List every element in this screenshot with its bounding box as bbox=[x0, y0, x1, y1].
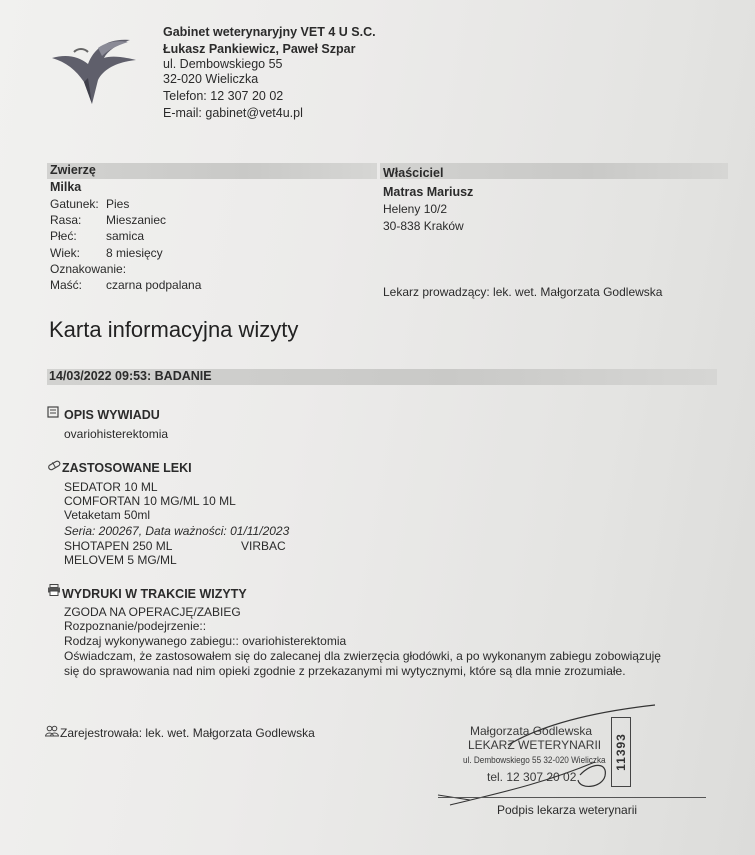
stamp-name: Małgorzata Godlewska bbox=[470, 724, 593, 738]
stamp-title: LEKARZ WETERYNARII bbox=[468, 738, 602, 752]
printout-line: ZGODA NA OPERACJĘ/ZABIEG bbox=[64, 605, 241, 619]
document-icon bbox=[47, 406, 61, 418]
drug-line: MELOVEM 5 MG/ML bbox=[64, 553, 177, 567]
attending-doctor: Lekarz prowadzący: lek. wet. Małgorzata Godlewska bbox=[383, 285, 663, 299]
owner-address-line2: 30-838 Kraków bbox=[383, 219, 464, 233]
visit-header: 14/03/2022 09:53: BADANIE bbox=[49, 369, 212, 383]
stamp-license-number-text: 11393 bbox=[614, 733, 628, 771]
field-value-species: Pies bbox=[106, 197, 130, 211]
drugs-heading: ZASTOSOWANE LEKI bbox=[62, 461, 192, 475]
animal-header-bar bbox=[47, 163, 377, 179]
drug-line: COMFORTAN 10 MG/ML 10 ML bbox=[64, 494, 236, 508]
signature-label: Podpis lekarza weterynarii bbox=[497, 803, 638, 817]
owner-heading: Właściciel bbox=[383, 166, 444, 180]
field-value-sex: samica bbox=[106, 229, 145, 243]
drug-line: SHOTAPEN 250 ML bbox=[64, 539, 173, 553]
field-label-breed: Rasa: bbox=[50, 213, 82, 227]
field-label-marking: Oznakowanie: bbox=[50, 262, 127, 276]
field-value-breed: Mieszaniec bbox=[106, 213, 167, 227]
animal-heading: Zwierzę bbox=[50, 163, 96, 177]
consent-statement-line2: się do sprawowania nad nim opieki zgodnie z przekazanymi mi wytycznymi, które są dla mnie zrozumiałe. bbox=[64, 664, 626, 678]
registered-by: Zarejestrowała: lek. wet. Małgorzata Godlewska bbox=[60, 726, 315, 740]
clinic-logo bbox=[48, 28, 140, 106]
clinic-email: E-mail: gabinet@vet4u.pl bbox=[163, 106, 303, 120]
printout-line: Rodzaj wykonywanego zabiegu:: ovariohisterektomia bbox=[64, 634, 347, 648]
interview-text: ovariohisterektomia bbox=[64, 427, 169, 441]
field-label-species: Gatunek: bbox=[50, 197, 99, 211]
printouts-heading: WYDRUKI W TRAKCIE WIZYTY bbox=[62, 587, 247, 601]
interview-heading: OPIS WYWIADU bbox=[64, 408, 160, 422]
clinic-name: Gabinet weterynaryjny VET 4 U S.C. bbox=[163, 25, 376, 39]
clinic-phone: Telefon: 12 307 20 02 bbox=[163, 89, 284, 103]
drug-line: Vetaketam 50ml bbox=[64, 508, 151, 522]
drug-line: SEDATOR 10 ML bbox=[64, 480, 158, 494]
stamp-phone: tel. 12 307 20 02 bbox=[487, 770, 577, 784]
printer-icon bbox=[47, 584, 61, 596]
field-label-age: Wiek: bbox=[50, 246, 80, 260]
owner-name: Matras Mariusz bbox=[383, 185, 474, 199]
clinic-street: ul. Dembowskiego 55 bbox=[163, 57, 283, 71]
animal-name: Milka bbox=[50, 180, 82, 194]
users-icon bbox=[45, 725, 59, 737]
field-value-age: 8 miesięcy bbox=[106, 246, 163, 260]
field-label-sex: Płeć: bbox=[50, 229, 77, 243]
document-title: Karta informacyjna wizyty bbox=[49, 317, 299, 342]
owner-address-line1: Heleny 10/2 bbox=[383, 202, 448, 216]
field-label-color: Maść: bbox=[50, 278, 83, 292]
printout-line: Rozpoznanie/podejrzenie:: bbox=[64, 619, 207, 633]
drug-batch-info: Seria: 200267, Data ważności: 01/11/2023 bbox=[64, 524, 290, 538]
stamp-address: ul. Dembowskiego 55 32-020 Wieliczka bbox=[463, 755, 606, 766]
drug-manufacturer: VIRBAC bbox=[241, 539, 286, 553]
consent-statement-line1: Oświadczam, że zastosowałem się do zalecanej dla zwierzęcia głodówki, a po wykonanym zabiegu zobowiązuję bbox=[64, 649, 661, 663]
clinic-city: 32-020 Wieliczka bbox=[163, 72, 259, 86]
pill-icon bbox=[47, 459, 61, 471]
field-value-color: czarna podpalana bbox=[106, 278, 202, 292]
clinic-owners: Łukasz Pankiewicz, Paweł Szpar bbox=[163, 42, 356, 56]
signature-line bbox=[438, 797, 706, 798]
